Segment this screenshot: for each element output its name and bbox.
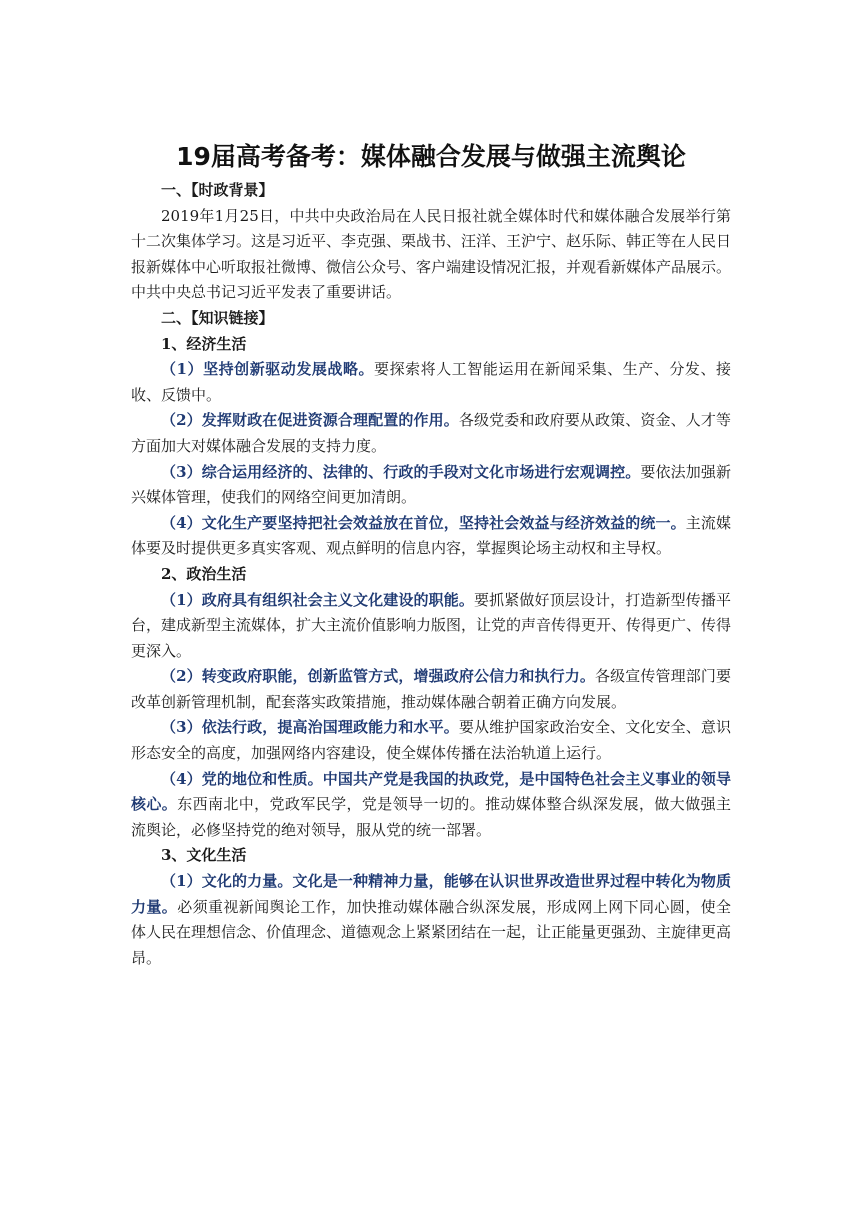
point-text: 要抓紧做好顶层设计，打造新型传播平台，建成新型主流媒体，扩大主流价值影响力版图，让党的声音传得更开、传得更广、传得更深入。 (131, 590, 732, 660)
economy-point-2 (131, 408, 731, 459)
section-heading-background: 一、【时政背景】 (161, 181, 274, 199)
point-text: 必须重视新闻舆论工作，加快推动媒体融合纵深发展，形成网上网下同心圆，使全体人民在理想信念、价值理念、道德观念上紧紧团结在一起，让正能量更强劲、主旋律更高昂。 (131, 897, 732, 967)
politics-point-4 (131, 767, 731, 844)
economy-point-4 (131, 511, 731, 562)
point-text: 要探索将人工智能运用在新闻采集、生产、分发、接收、反馈中。 (131, 360, 731, 404)
point-emphasis: （4）文化生产要坚持把社会效益放在首位，坚持社会效益与经济效益的统一。 (161, 513, 686, 532)
politics-point-2 (131, 664, 731, 715)
subsection-heading-economy: 1、经济生活 (161, 334, 247, 353)
point-emphasis: （4）党的地位和性质。中国共产党是我国的执政党，是中国特色社会主义事业的领导核心。 (131, 769, 731, 814)
point-text: 要依法加强新兴媒体管理，使我们的网络空间更加清朗。 (131, 462, 731, 507)
point-emphasis: （2）发挥财政在促进资源合理配置的作用。 (161, 411, 459, 430)
point-text: 要从维护国家政治安全、文化安全、意识形态安全的高度，加强网络内容建设，使全媒体传播在法治轨道上运行。 (131, 718, 731, 763)
document-body (131, 140, 731, 971)
point-emphasis: （1）坚持创新驱动发展战略。 (161, 360, 375, 379)
economy-point-1 (131, 357, 731, 408)
point-text: 东西南北中，党政军民学，党是领导一切的。推动媒体整合纵深发展，做大做强主流舆论，必修坚持党的绝对领导，服从党的统一部署。 (131, 795, 731, 839)
section-heading-knowledge: 二、【知识链接】 (161, 308, 274, 327)
point-emphasis: （3）综合运用经济的、法律的、行政的手段对文化市场进行宏观调控。 (161, 462, 641, 481)
economy-point-3 (131, 460, 731, 511)
politics-point-3 (131, 715, 731, 766)
point-text: 各级宣传管理部门要改革创新管理机制，配套落实政策措施，推动媒体融合朝着正确方向发展。 (131, 667, 731, 711)
subsection-heading-politics: 2、政治生活 (161, 564, 247, 583)
point-text: 主流媒体要及时提供更多真实客观、观点鲜明的信息内容，掌握舆论场主动权和主导权。 (131, 513, 731, 558)
politics-point-1 (131, 588, 731, 665)
point-emphasis: （1）政府具有组织社会主义文化建设的职能。 (161, 590, 475, 609)
page-title: 19届高考备考：媒体融合发展与做强主流舆论 (176, 142, 686, 171)
point-emphasis: （1）文化的力量。文化是一种精神力量，能够在认识世界改造世界过程中转化为物质力量。 (131, 872, 731, 916)
point-emphasis: （3）依法行政，提高治国理政能力和水平。 (161, 718, 459, 737)
point-text: 各级党委和政府要从政策、资金、人才等方面加大对媒体融合发展的支持力度。 (131, 411, 731, 455)
point-emphasis: （2）转变政府职能，创新监管方式，增强政府公信力和执行力。 (161, 667, 595, 686)
subsection-heading-culture: 3、文化生活 (161, 846, 247, 865)
background-paragraph: 2019年1月25日，中共中央政治局在人民日报社就全媒体时代和媒体融合发展举行第十二次集体学习。这是习近平、李克强、栗战书、汪洋、王沪宁、赵乐际、韩正等在人民日报新媒体中心听取报社微博、微信公众号、客户端建设情况汇报，并观看新媒体产品展示。中共中央总书记习近平发表了重要讲话。 (131, 206, 732, 302)
culture-point-1 (131, 869, 731, 971)
